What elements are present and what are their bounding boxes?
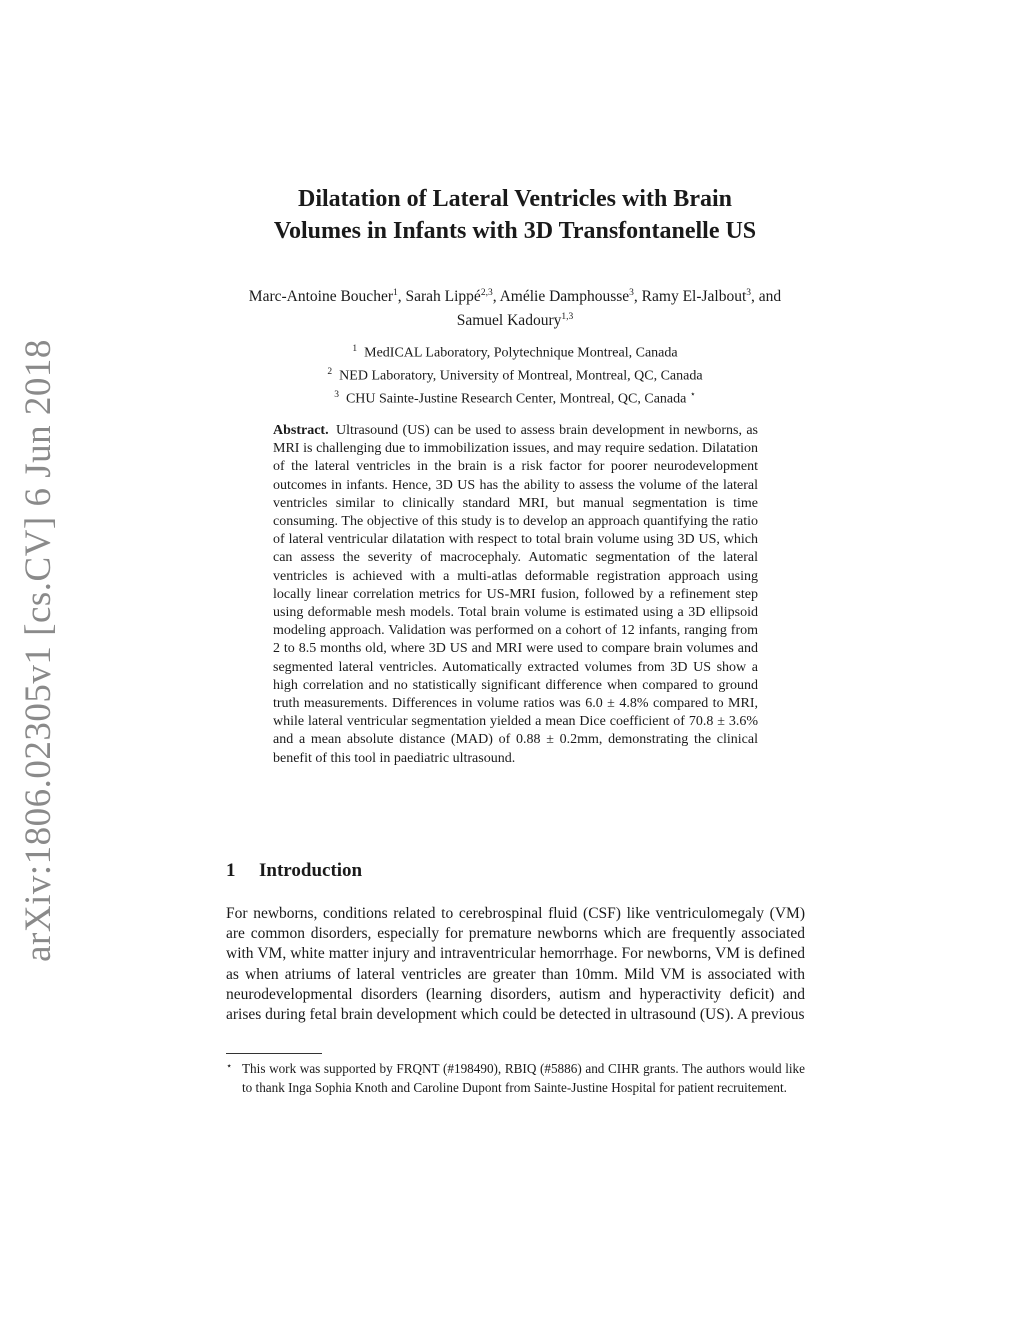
- author-affiliation-mark: 3: [629, 288, 634, 298]
- paper-title: [210, 183, 820, 247]
- footnote-text: This work was supported by FRQNT (#198490), RBIQ (#5886) and CIHR grants. The authors would like to thank Inga Sophia Knoth and Caroline Dupont from Sainte-Justine Hospital for patient recruitement.: [242, 1061, 805, 1095]
- affiliation-item: [240, 340, 790, 363]
- author-name: Amélie Damphousse: [499, 288, 630, 306]
- author-separator: ,: [397, 288, 406, 306]
- arxiv-identifier: arXiv:1806.02305v1 [cs.CV] 6 Jun 2018: [17, 338, 59, 962]
- affiliation-text: CHU Sainte-Justine Research Center, Montreal, QC, Canada: [345, 391, 687, 407]
- footnote-marker: ⋆: [689, 390, 696, 401]
- affiliation-number: 2: [327, 367, 333, 378]
- author-name: Ramy El-Jalbout: [641, 288, 747, 306]
- author-affiliation-mark: 1,3: [561, 312, 574, 323]
- title-line-1: Dilatation of Lateral Ventricles with Brain: [298, 186, 732, 212]
- section-heading: [226, 859, 362, 883]
- abstract: [273, 422, 758, 768]
- footnote: [226, 1058, 805, 1097]
- affiliation-text: MedICAL Laboratory, Polytechnique Montreal, Canada: [364, 345, 678, 361]
- section-number: 1: [226, 860, 236, 881]
- introduction-paragraph: For newborns, conditions related to cerebrospinal fluid (CSF) like ventriculomegaly (VM) are common disorders, especially for premature newborns which are frequently associated with VM, white matter injury and intraventricular hemorrhage. For newborns, VM is defined as when atriums of lateral ventricles are greater than 10mm. Mild VM is associated with neurodevelopmental disorders (learning disorders, autism and hyperactivity deficit) and arises during fetal brain development which could be detected in ultrasound (US). A previous: [226, 905, 805, 1024]
- affiliation-item: [240, 386, 790, 409]
- abstract-label: Abstract.: [273, 423, 329, 438]
- affiliation-list: [240, 340, 790, 409]
- author-affiliation-mark: 1: [392, 288, 398, 298]
- affiliation-number: 3: [334, 390, 339, 401]
- abstract-text: Ultrasound (US) can be used to assess brain development in newborns, as MRI is challenging due to immobilization issues, and may require sedation. Dilatation of the lateral ventricles in the brain is a risk factor for poorer neurodevelopment outcomes in infants. Hence, 3D US has the ability to assess the volume of the lateral ventricles similar to clinically standard MRI, but manual segmentation is time consuming. The objective of this study is to develop an approach quantifying the ratio of lateral ventricular dilatation with respect to total brain volume using 3D US, which can assess the severity of macrocephaly. Automatic segmentation of the lateral ventricles is achieved with a multi-atlas deformable registration approach using locally linear correlation metrics for US-MRI fusion, followed by a refinement step using deformable mesh models. Total brain volume is estimated using a 3D ellipsoid modeling approach. Validation was performed on a cohort of 12 infants, ranging from 2 to 8.5 months old, where 3D US and MRI were used to compare brain volumes and segmented lateral ventricles. Automatically extracted volumes from 3D US show a high correlation and no statistically significant difference when compared to ground truth measurements. Differences in volume ratios was 6.0 ± 4.8% compared to MRI, while lateral ventricular segmentation yielded a mean Dice coefficient of 70.8 ± 3.6% and a mean absolute distance (MAD) of 0.88 ± 0.2mm, demonstrating the clinical benefit of this tool in paediatric ultrasound.: [273, 423, 759, 766]
- author-separator: , and: [751, 288, 782, 306]
- author-separator: ,: [492, 288, 500, 306]
- title-line-2: Volumes in Infants with 3D Transfontanelle US: [273, 218, 757, 244]
- affiliation-item: [240, 363, 790, 386]
- affiliation-text: NED Laboratory, University of Montreal, Montreal, QC, Canada: [339, 368, 703, 384]
- author-name: Samuel Kadoury: [456, 312, 562, 330]
- arxiv-identifier-sidebar: [12, 338, 64, 962]
- footnote-divider: [226, 1053, 322, 1054]
- author-separator: ,: [633, 288, 642, 306]
- author-affiliation-mark: 2,3: [480, 288, 493, 298]
- affiliation-number: 1: [352, 344, 358, 354]
- footnote-mark: ⋆: [226, 1061, 233, 1072]
- author-name: Marc-Antoine Boucher: [248, 288, 393, 306]
- section-title: Introduction: [259, 860, 363, 881]
- author-name: Sarah Lippé: [405, 288, 481, 306]
- author-affiliation-mark: 3: [746, 288, 752, 298]
- author-list: [240, 283, 790, 331]
